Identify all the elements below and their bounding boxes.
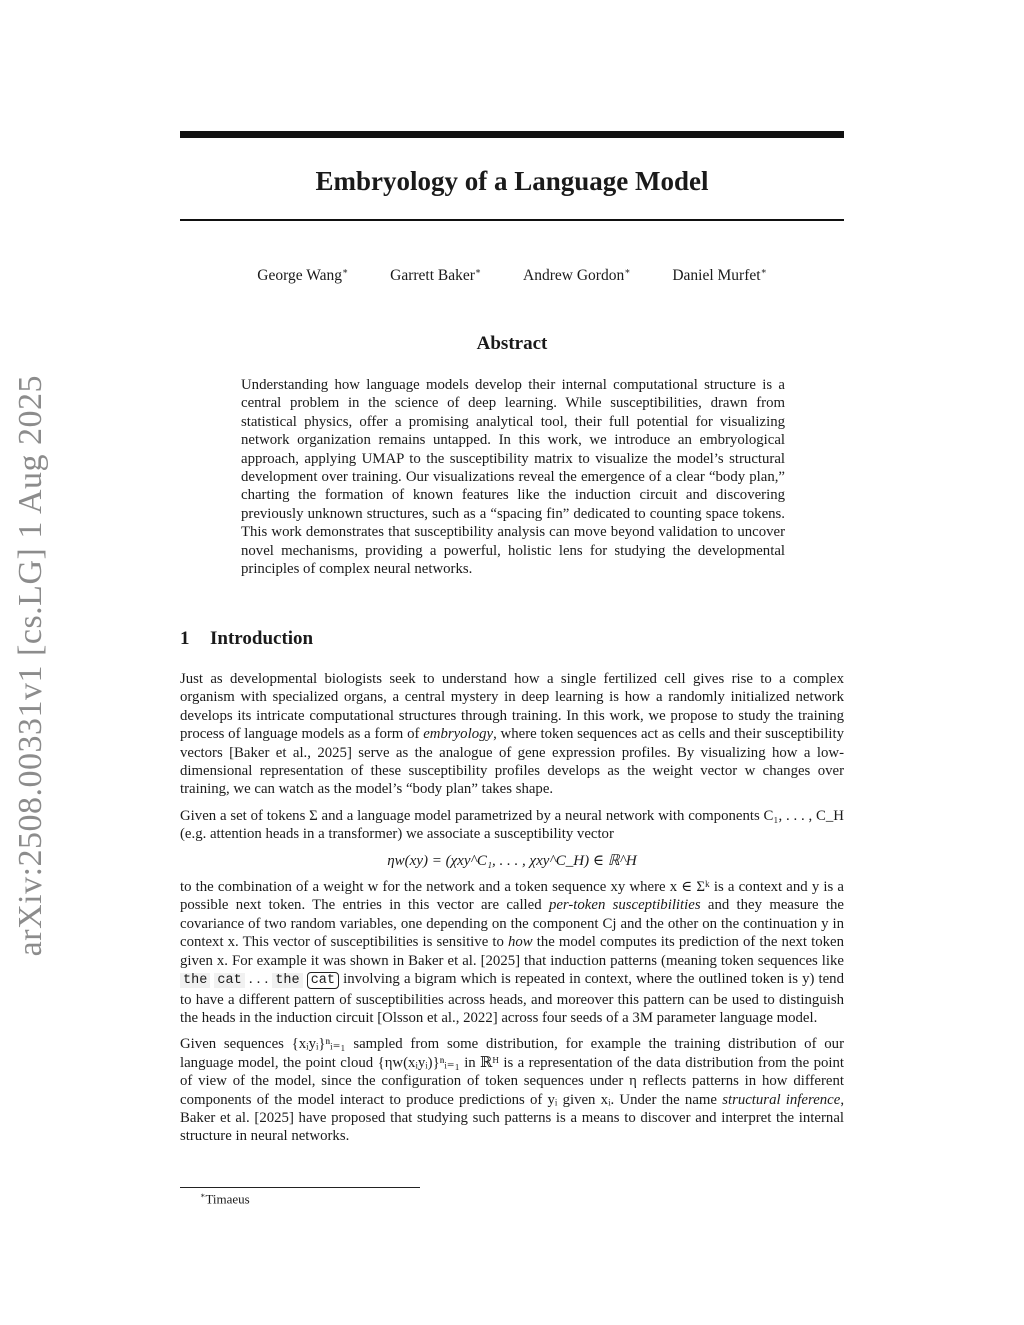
- author: George Wang∗: [257, 266, 349, 285]
- token-chip: the: [272, 973, 302, 988]
- section-heading: [180, 628, 313, 650]
- section-title: Introduction: [210, 628, 314, 649]
- paragraph: Just as developmental biologists seek to understand how a single fertilized cell gives rise to a complex organism with specialized organs, a central mystery in deep learning is how a randomly initialized network develops its intricate computational structures through training. In this work, we propose to study the training process of language models as a form of embryology, where token sequences act as cells and their susceptibility vectors [Baker et al., 2025] serve as the analogue of gene expression profiles. By visualizing how a low-dimensional representation of these susceptibility profiles develops as the weight vector w changes over training, we can watch as the model’s “body plan” takes shape.: [180, 671, 844, 798]
- susceptibility-equation: ηw(xy) = (χxy^C₁, . . . , χxy^C_H) ∈ ℝ^H: [387, 852, 637, 869]
- token-chip: cat: [214, 973, 244, 988]
- token-chip: the: [180, 973, 210, 988]
- outlined-token-chip: cat: [307, 972, 339, 989]
- section-number: 1: [180, 628, 190, 649]
- abstract-text: Understanding how language models develop their internal computational structure is a central problem in the science of deep learning. While susceptibilities, drawn from statistical physics, offer a promising analytical tool, their full potential for visualizing network organization remains untapped. In this work, we introduce an embryological approach, applying UMAP to the susceptibility matrix to visualize the model’s structural development over training. Our visualizations reveal the emergence of a clear “body plan,” charting the formation of known features like the induction circuit and discovering previously unknown structures, such as a “spacing fin” dedicated to counting space tokens. This work demonstrates that susceptibility analysis can move beyond validation to uncover novel mechanisms, providing a powerful, holistic lens for studying the developmental principles of complex neural networks.: [241, 377, 785, 578]
- paragraph: Given a set of tokens Σ and a language model parametrized by a neural network with components C₁, . . . , C_H (e.g. attention heads in a transformer) we associate a susceptibility vector: [180, 807, 844, 843]
- paper-title: Embryology of a Language Model: [315, 166, 709, 196]
- title-top-rule: [180, 131, 844, 138]
- paragraph: Given sequences {xᵢyᵢ}ⁿᵢ₌₁ sampled from some distribution, for example the training distribution of our language model, the point cloud {ηw(xᵢyᵢ)}ⁿᵢ₌₁ in ℝᴴ is a representation of the data distribution from the point of view of the model, since the configuration of token sequences under η reflects patterns in how different components of the model interact to produce predictions of yᵢ given xᵢ. Under the name structural inference, Baker et al. [2025] have proposed that studying such patterns is a means to discover and interpret the internal structure in neural networks.: [180, 1036, 845, 1145]
- author: Garrett Baker∗: [390, 266, 482, 285]
- arxiv-identifier: arXiv:2508.00331v1 [cs.LG] 1 Aug 2025: [12, 375, 49, 957]
- footnote-rule: [180, 1187, 420, 1188]
- abstract-heading: Abstract: [476, 333, 548, 354]
- author: Daniel Murfet∗: [672, 266, 767, 285]
- author-list: [180, 266, 844, 285]
- paragraph: to the combination of a weight w for the network and a token sequence xy where x ∈ Σᵏ is a context and y is a possible next token. The entries in this vector are called per-token susceptibilities and they measure the covariance of two random variables, one depending on the component Cj and the other on the continuation y in context x. This vector of susceptibilities is sensitive to how the model computes its prediction of the next token given x. For example it was shown in Baker et al. [2025] that induction patterns (meaning token sequences like the cat . . . the cat involving a bigram which is repeated in context, where the outlined token is y) tend to have a different pattern of susceptibilities across heads, and moreover this pattern can be used to distinguish the heads in the induction circuit [Olsson et al., 2022] across four seeds of a 3M parameter language model.: [180, 879, 844, 1026]
- title-bottom-rule: [180, 219, 844, 221]
- author: Andrew Gordon∗: [523, 266, 631, 285]
- section-body: [180, 670, 844, 1154]
- footnote: ∗Timaeus: [200, 1191, 250, 1207]
